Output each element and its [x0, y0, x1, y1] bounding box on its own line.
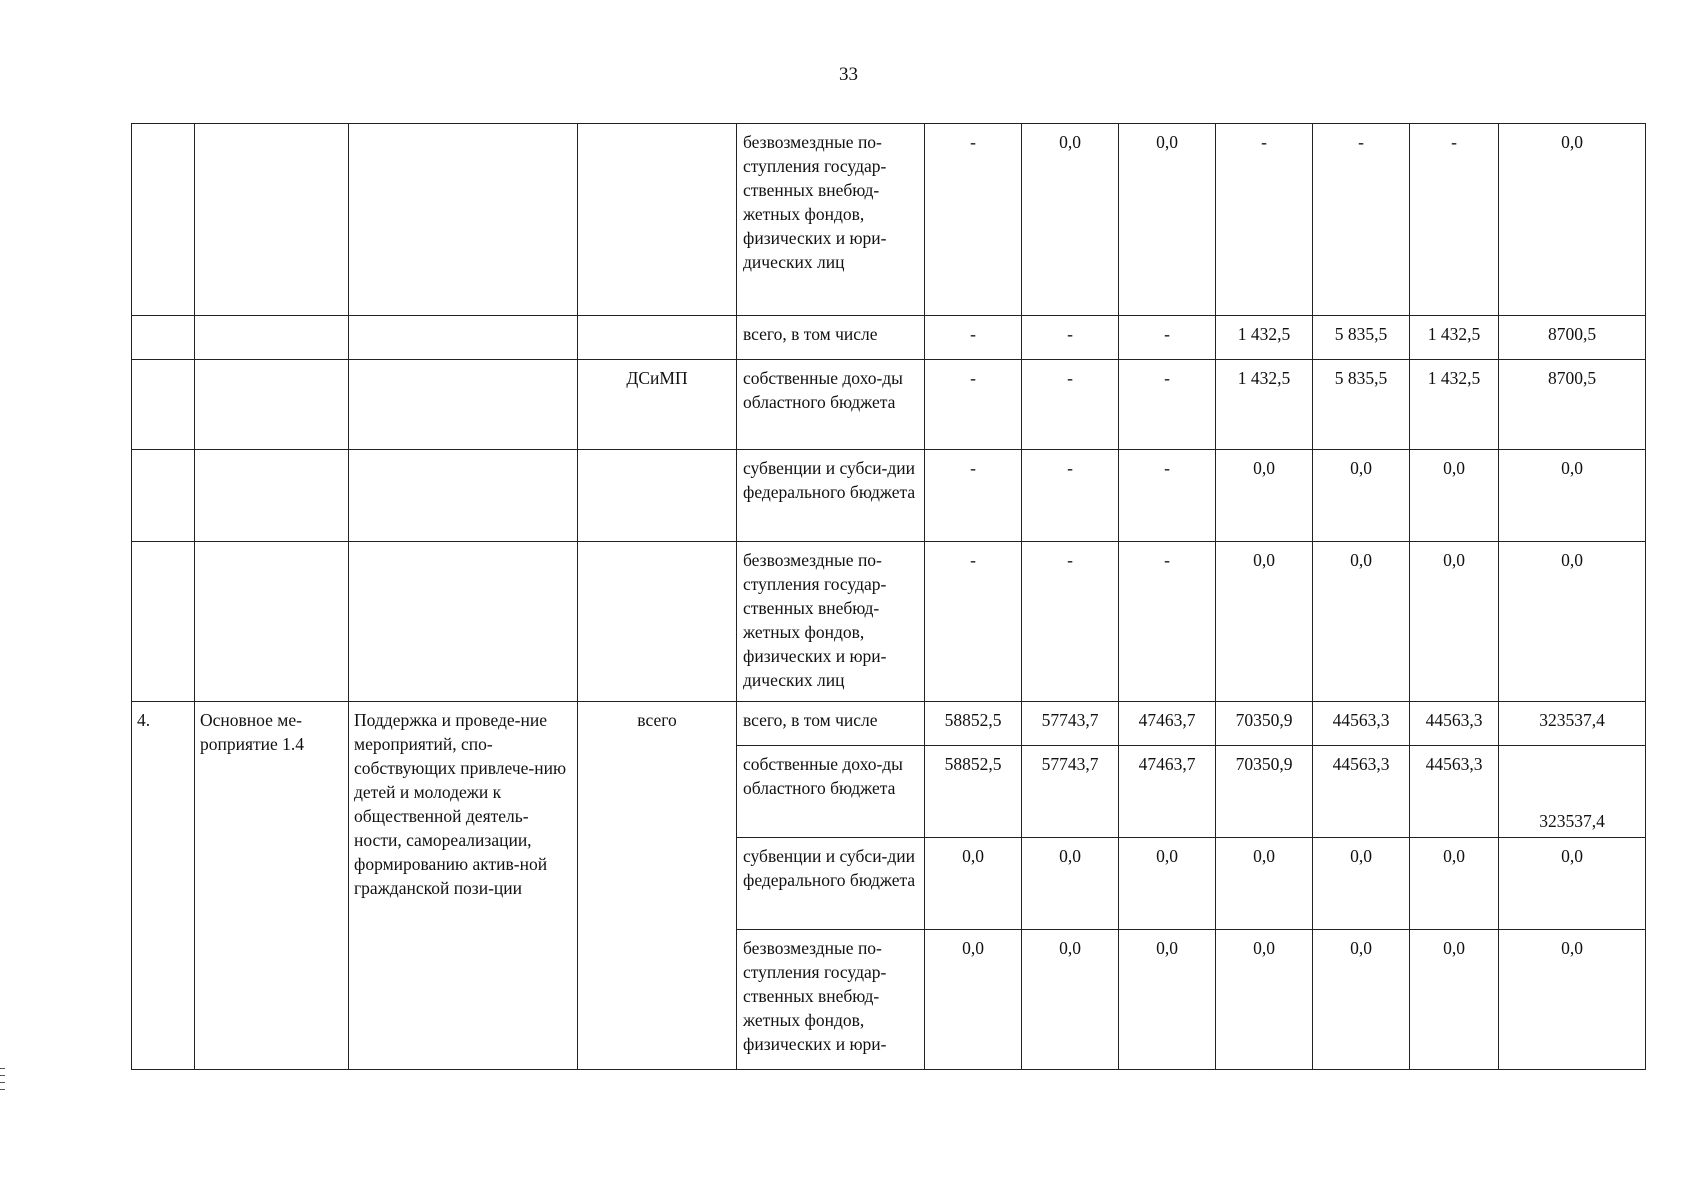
value-cell: 0,0: [1410, 930, 1499, 1070]
total-value-cell: 323537,4: [1499, 746, 1646, 838]
funding-table: [131, 123, 1646, 1070]
value-cell: -: [925, 450, 1022, 542]
value-cell: 1 432,5: [1216, 360, 1313, 450]
value-cell: -: [1119, 542, 1216, 702]
value-cell: 44563,3: [1410, 702, 1499, 746]
funding-source-cell: безвозмездные по-ступления государ-ственных внебюд-жетных фондов, физических и юри-дических лиц: [737, 124, 925, 316]
value-cell: 70350,9: [1216, 702, 1313, 746]
activity-name-cell: Основное ме-роприятие 1.4: [195, 702, 349, 1070]
executor-cell: ДСиМП: [578, 360, 737, 450]
value-cell: 0,0: [1313, 930, 1410, 1070]
value-cell: 0,0: [1410, 450, 1499, 542]
table-row: [132, 124, 1646, 316]
value-cell: 47463,7: [1119, 702, 1216, 746]
value-cell: 0,0: [1022, 930, 1119, 1070]
total-value-cell: 8700,5: [1499, 360, 1646, 450]
value-cell: 0,0: [1216, 838, 1313, 930]
value-cell: 44563,3: [1410, 746, 1499, 838]
activity-description-cell: [349, 360, 578, 450]
activity-description-cell: [349, 542, 578, 702]
total-value-cell: 0,0: [1499, 838, 1646, 930]
executor-cell: [578, 124, 737, 316]
value-cell: 1 432,5: [1216, 316, 1313, 360]
row-number-cell: 4.: [132, 702, 195, 1070]
page-number: 33: [839, 64, 858, 85]
table-row: [132, 702, 1646, 746]
table-row: [132, 450, 1646, 542]
value-cell: -: [925, 316, 1022, 360]
table-row: [132, 360, 1646, 450]
value-cell: 0,0: [1119, 838, 1216, 930]
value-cell: -: [925, 542, 1022, 702]
value-cell: 44563,3: [1313, 746, 1410, 838]
funding-source-cell: всего, в том числе: [737, 702, 925, 746]
value-cell: -: [925, 360, 1022, 450]
value-cell: 5 835,5: [1313, 316, 1410, 360]
row-number-cell: [132, 450, 195, 542]
executor-cell: [578, 542, 737, 702]
value-cell: 47463,7: [1119, 746, 1216, 838]
value-cell: -: [1410, 124, 1499, 316]
value-cell: -: [1022, 542, 1119, 702]
value-cell: 57743,7: [1022, 702, 1119, 746]
value-cell: 0,0: [1119, 124, 1216, 316]
value-cell: -: [1313, 124, 1410, 316]
activity-description-cell: [349, 124, 578, 316]
value-cell: 0,0: [1313, 542, 1410, 702]
row-number-cell: [132, 316, 195, 360]
value-cell: 0,0: [1410, 542, 1499, 702]
value-cell: 58852,5: [925, 746, 1022, 838]
value-cell: 58852,5: [925, 702, 1022, 746]
value-cell: -: [1119, 316, 1216, 360]
funding-source-cell: субвенции и субси-дии федерального бюджета: [737, 450, 925, 542]
value-cell: 0,0: [1313, 450, 1410, 542]
value-cell: 1 432,5: [1410, 316, 1499, 360]
value-cell: 0,0: [1022, 124, 1119, 316]
total-value-cell: 0,0: [1499, 124, 1646, 316]
value-cell: 57743,7: [1022, 746, 1119, 838]
funding-source-cell: собственные дохо-ды областного бюджета: [737, 746, 925, 838]
scan-margin-marks: [0, 1068, 6, 1096]
value-cell: 44563,3: [1313, 702, 1410, 746]
activity-description-cell: [349, 450, 578, 542]
funding-source-cell: безвозмездные по-ступления государ-ственных внебюд-жетных фондов, физических и юри-: [737, 930, 925, 1070]
total-value-cell: 0,0: [1499, 930, 1646, 1070]
value-cell: -: [1022, 360, 1119, 450]
activity-name-cell: [195, 360, 349, 450]
value-cell: 5 835,5: [1313, 360, 1410, 450]
value-cell: -: [1119, 360, 1216, 450]
funding-source-cell: собственные дохо-ды областного бюджета: [737, 360, 925, 450]
row-number-cell: [132, 360, 195, 450]
funding-source-cell: всего, в том числе: [737, 316, 925, 360]
table-row: [132, 542, 1646, 702]
activity-name-cell: [195, 542, 349, 702]
activity-name-cell: [195, 124, 349, 316]
value-cell: 0,0: [1119, 930, 1216, 1070]
value-cell: 0,0: [1216, 930, 1313, 1070]
total-value-cell: 0,0: [1499, 542, 1646, 702]
value-cell: -: [925, 124, 1022, 316]
executor-cell: [578, 450, 737, 542]
value-cell: 70350,9: [1216, 746, 1313, 838]
value-cell: 0,0: [1216, 450, 1313, 542]
total-value-cell: 8700,5: [1499, 316, 1646, 360]
value-cell: -: [1022, 450, 1119, 542]
value-cell: -: [1022, 316, 1119, 360]
row-number-cell: [132, 542, 195, 702]
value-cell: 0,0: [1216, 542, 1313, 702]
activity-name-cell: [195, 316, 349, 360]
funding-source-cell: безвозмездные по-ступления государ-ственных внебюд-жетных фондов, физических и юри-дических лиц: [737, 542, 925, 702]
executor-cell: [578, 316, 737, 360]
value-cell: -: [1216, 124, 1313, 316]
activity-description-cell: [349, 316, 578, 360]
table-row: [132, 316, 1646, 360]
value-cell: 0,0: [1022, 838, 1119, 930]
row-number-cell: [132, 124, 195, 316]
funding-source-cell: субвенции и субси-дии федерального бюджета: [737, 838, 925, 930]
value-cell: 0,0: [925, 838, 1022, 930]
value-cell: 0,0: [925, 930, 1022, 1070]
value-cell: -: [1119, 450, 1216, 542]
activity-description-cell: Поддержка и проведе-ние мероприятий, спо-собствующих привлече-нию детей и молодежи к общественной деятель-ности, самореализации, формированию актив-ной гражданской пози-ции: [349, 702, 578, 1070]
total-value-cell: 0,0: [1499, 450, 1646, 542]
value-cell: 0,0: [1410, 838, 1499, 930]
value-cell: 0,0: [1313, 838, 1410, 930]
value-cell: 1 432,5: [1410, 360, 1499, 450]
executor-cell: всего: [578, 702, 737, 1070]
total-value-cell: 323537,4: [1499, 702, 1646, 746]
activity-name-cell: [195, 450, 349, 542]
